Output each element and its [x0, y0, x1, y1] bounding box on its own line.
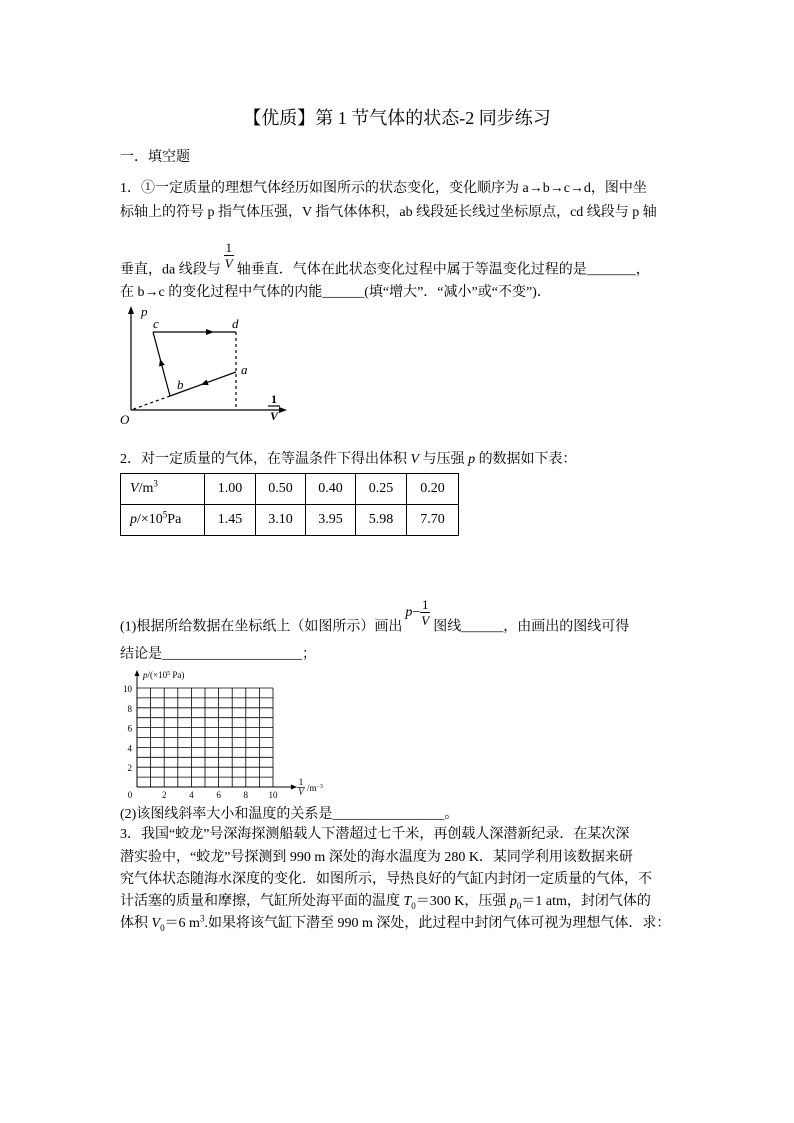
- q3-line-2: 潜实验中，“蛟龙”号探测到 990 m 深处的海水温度为 280 K．某同学利用该数据来研: [120, 850, 633, 865]
- y-axis-label-pre: /(×10: [147, 670, 168, 680]
- q2-var-p: p: [468, 452, 476, 467]
- point-a-label: a: [241, 362, 248, 377]
- row-label-sup: 3: [153, 478, 158, 489]
- q2-var-v: V: [410, 452, 420, 467]
- x-axis-label-denominator: V: [269, 409, 279, 423]
- q1-line-4: 在 b→c 的变化过程中气体的内能______(填“增大”．“减小”或“不变”)．: [120, 285, 551, 300]
- y-tick-label: 8: [127, 703, 132, 714]
- x-tick-label: 2: [161, 790, 167, 800]
- y-axis-label-post: Pa): [170, 670, 185, 680]
- y-axis-arrow: [135, 670, 140, 676]
- graph-paper: [115, 665, 345, 805]
- y-axis-label-sup: 5: [167, 671, 171, 677]
- row-label-pressure: [121, 505, 205, 536]
- table-cell: 5.98: [356, 505, 407, 536]
- row-label-unit: /×10: [137, 512, 163, 527]
- q2-part1-line-2: 结论是____________________；: [120, 647, 316, 662]
- table-row-pressure: [121, 505, 459, 536]
- var-p: p: [509, 894, 517, 909]
- unit-superscript: 3: [199, 913, 205, 924]
- q2-intro: [120, 451, 577, 469]
- origin-tick-label: 0: [127, 790, 133, 800]
- formula-fraction: [420, 598, 430, 627]
- table-cell: 0.25: [356, 474, 407, 505]
- q2-part2: (2)该图线斜率大小和温度的关系是________________。: [120, 807, 459, 822]
- fraction-denominator: V: [421, 613, 430, 628]
- q3-line-5-mid: ＝6 m: [164, 916, 200, 931]
- x-tick-labels: [162, 790, 278, 800]
- extension-bo-dashed: [131, 396, 170, 410]
- page-title: 【优质】第 1 节气体的状态-2 同步练习: [243, 108, 551, 128]
- section-heading: 一．填空题: [120, 150, 190, 165]
- x-axis-label-denominator: V: [298, 787, 304, 797]
- q3-line-4-post: ＝1 atm，封闭气体的: [521, 894, 651, 909]
- diagram-arrows: [128, 306, 287, 413]
- q1-line-3-pre: 垂直，da 线段与: [120, 262, 221, 278]
- x-axis-label-sup: −3: [316, 784, 323, 790]
- q3-line-4: [120, 893, 651, 911]
- table-cell: 7.70: [407, 505, 459, 536]
- x-axis-label-unit: [307, 783, 323, 793]
- var-t-subscript: 0: [411, 900, 416, 911]
- q2-intro-pre: 2．对一定质量的气体，在等温条件下得出体积: [120, 452, 411, 467]
- q2-intro-post: 的数据如下表：: [475, 452, 577, 467]
- x-axis-label-numerator: 1: [271, 392, 277, 406]
- q3-line-5-pre: 体积: [120, 916, 152, 931]
- x-tick-label: 8: [243, 790, 249, 800]
- y-tick-label: 2: [127, 763, 132, 774]
- p-axis-arrow: [128, 306, 134, 314]
- state-change-diagram: [115, 300, 295, 430]
- y-axis-label-var: p: [143, 670, 148, 680]
- q2-part1-line-1: [120, 597, 630, 642]
- row-label-unit: /m: [138, 481, 154, 496]
- y-tick-label: 6: [127, 723, 132, 734]
- point-b-label: b: [177, 377, 184, 392]
- row-label-sup: 5: [162, 509, 168, 520]
- q3-line-5: [120, 915, 670, 933]
- q1-line-3: [120, 240, 650, 285]
- q3-line-3: 究气体状态随海水深度的变化．如图所示，导热良好的气缸内封闭一定质量的气体，不: [120, 872, 652, 887]
- table-cell: 0.20: [407, 474, 459, 505]
- formula-operator: −: [412, 604, 421, 620]
- q1-line-2: 标轴上的符号 p 指气体压强，V 指气体体积，ab 线段延长线过坐标原点，cd 线段与 p 轴: [120, 205, 657, 220]
- table-cell: 1.45: [205, 505, 256, 536]
- x-tick-label: 6: [216, 790, 221, 800]
- x-axis-label-unit-text: /m: [307, 783, 317, 793]
- arrow-a-to-b: [201, 380, 209, 386]
- x-tick-label: 10: [268, 790, 278, 800]
- q3-line-4-pre: 计活塞的质量和摩擦，气缸所处海平面的温度: [120, 894, 404, 909]
- p-axis-label: p: [141, 304, 148, 319]
- x-axis-label-numerator: 1: [298, 777, 304, 787]
- q1-inverse-v-formula: [224, 241, 234, 270]
- point-c-label: c: [153, 316, 159, 331]
- q3-line-5-post: .如果将该气缸下潜至 990 m 深处，此过程中封闭气体可视为理想气体．求：: [204, 916, 671, 931]
- origin-label: O: [120, 412, 130, 427]
- p-inverse-v-formula: [405, 598, 430, 627]
- fraction-numerator: 1: [421, 597, 429, 612]
- y-tick-label: 10: [123, 684, 132, 694]
- table-cell: 3.10: [256, 505, 306, 536]
- row-label-var: p: [130, 512, 137, 527]
- q1-line-3-post: 轴垂直．气体在此状态变化过程中属于等温变化过程的是_______，: [236, 262, 650, 278]
- inverse-v-axis-arrow: [279, 407, 287, 413]
- var-t: T: [403, 894, 412, 909]
- var-v: V: [151, 916, 161, 931]
- graph-axes: [137, 675, 291, 787]
- table-cell: 0.50: [256, 474, 306, 505]
- q3-line-4-mid: ＝300 K，压强: [415, 894, 510, 909]
- x-tick-label: 4: [189, 790, 194, 800]
- formula-var-p: p: [405, 604, 413, 620]
- table-row-volume: [121, 474, 459, 505]
- point-d-label: d: [232, 316, 239, 331]
- row-label-volume: [121, 474, 205, 505]
- row-label-unit-post: Pa: [167, 512, 182, 527]
- x-axis-arrow: [291, 785, 297, 790]
- var-p-subscript: 0: [516, 900, 522, 911]
- data-table: [120, 473, 459, 536]
- y-tick-label: 4: [127, 743, 132, 754]
- row-label-var: V: [130, 481, 139, 496]
- q2-intro-mid: 与压强: [419, 452, 469, 467]
- y-axis-label: [142, 670, 184, 680]
- q2-part1-post: 图线______，由画出的图线可得: [433, 619, 630, 635]
- q1-fraction: [224, 241, 234, 270]
- grid-lines: [137, 688, 273, 787]
- var-v-subscript: 0: [160, 922, 165, 933]
- table-cell: 0.40: [306, 474, 356, 505]
- table-cell: 1.00: [205, 474, 256, 505]
- q1-line-1: 1．①一定质量的理想气体经历如图所示的状态变化，变化顺序为 a→b→c→d，图中坐: [120, 181, 647, 196]
- q2-part1-pre: (1)根据所给数据在坐标纸上（如图所示）画出: [120, 619, 403, 635]
- y-tick-labels: [123, 684, 133, 773]
- table-cell: 3.95: [306, 505, 356, 536]
- fraction-denominator: V: [224, 256, 233, 271]
- arrow-c-to-d: [206, 329, 214, 335]
- q3-line-1: 3．我国“蛟龙”号深海探测船载人下潜超过七千米，再创载人深潜新纪录．在某次深: [120, 827, 630, 842]
- fraction-numerator: 1: [225, 240, 232, 255]
